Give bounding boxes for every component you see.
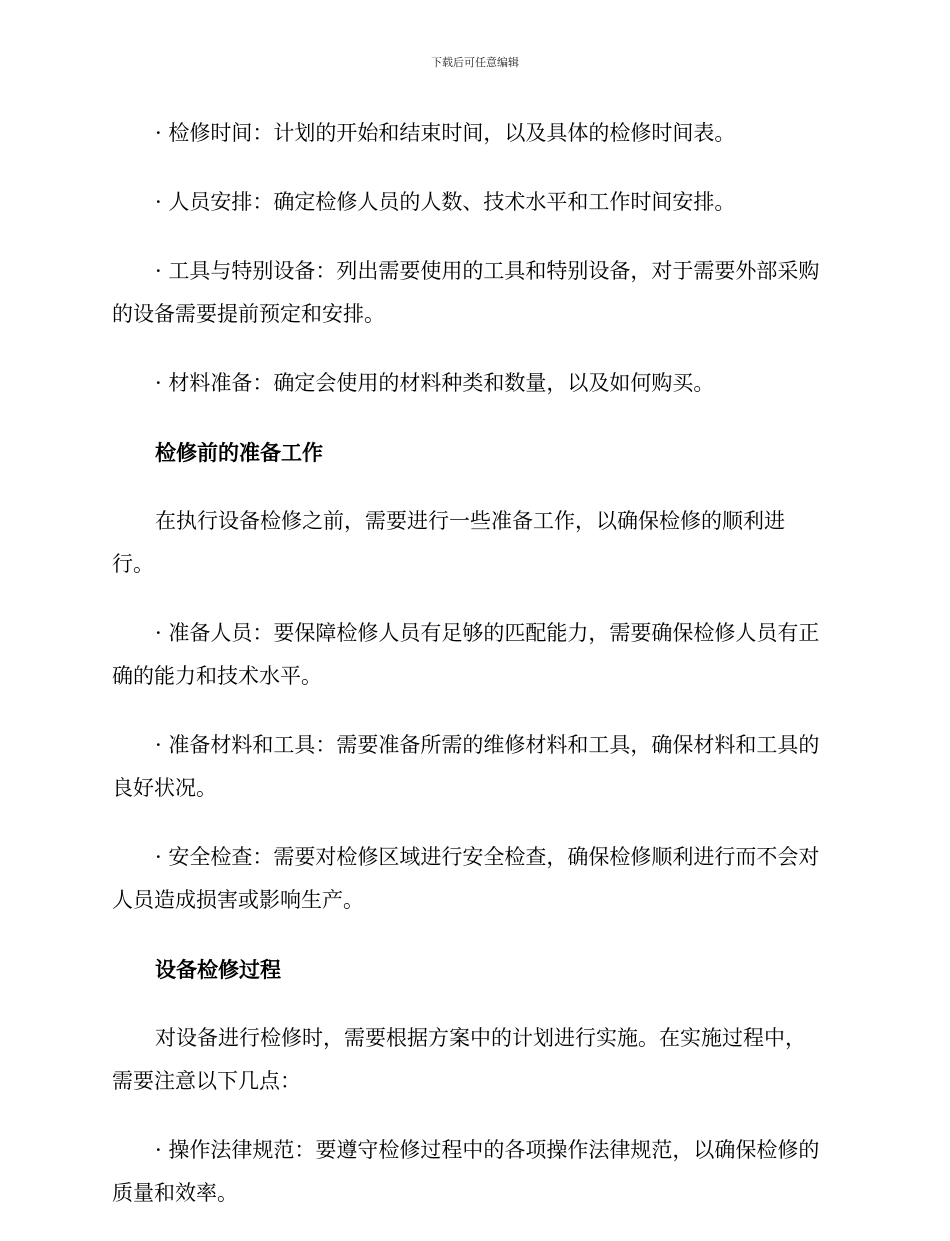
bullet-safety-check: · 安全检查：需要对检修区域进行安全检查，确保检修顺利进行而不会对人员造成损害或影响生产。 bbox=[112, 845, 820, 912]
bullet-maintenance-time: · 检修时间：计划的开始和结束时间，以及具体的检修时间表。 bbox=[155, 121, 736, 145]
preparation-intro: 在执行设备检修之前，需要进行一些准备工作，以确保检修的顺利进行。 bbox=[112, 509, 785, 576]
section-heading-maintenance-process: 设备检修过程 bbox=[155, 957, 281, 982]
document-body bbox=[112, 112, 824, 1241]
section-heading-preparation: 检修前的准备工作 bbox=[155, 440, 323, 465]
bullet-staffing: · 人员安排：确定检修人员的人数、技术水平和工作时间安排。 bbox=[155, 190, 736, 214]
bullet-materials: · 材料准备：确定会使用的材料种类和数量，以及如何购买。 bbox=[155, 371, 715, 395]
bullet-operating-regulations: · 操作法律规范：要遵守检修过程中的各项操作法律规范，以确保检修的质量和效率。 bbox=[112, 1138, 820, 1205]
bullet-prepare-materials-tools: · 准备材料和工具：需要准备所需的维修材料和工具，确保材料和工具的良好状况。 bbox=[112, 733, 820, 800]
bullet-tools-equipment: · 工具与特别设备：列出需要使用的工具和特别设备，对于需要外部采购的设备需要提前预定和安排。 bbox=[112, 259, 820, 326]
process-intro: 对设备进行检修时，需要根据方案中的计划进行实施。在实施过程中，需要注意以下几点： bbox=[112, 1026, 806, 1093]
page-header: 下载后可任意编辑 bbox=[431, 56, 519, 69]
bullet-prepare-staff: · 准备人员：要保障检修人员有足够的匹配能力，需要确保检修人员有正确的能力和技术水平。 bbox=[112, 621, 820, 688]
